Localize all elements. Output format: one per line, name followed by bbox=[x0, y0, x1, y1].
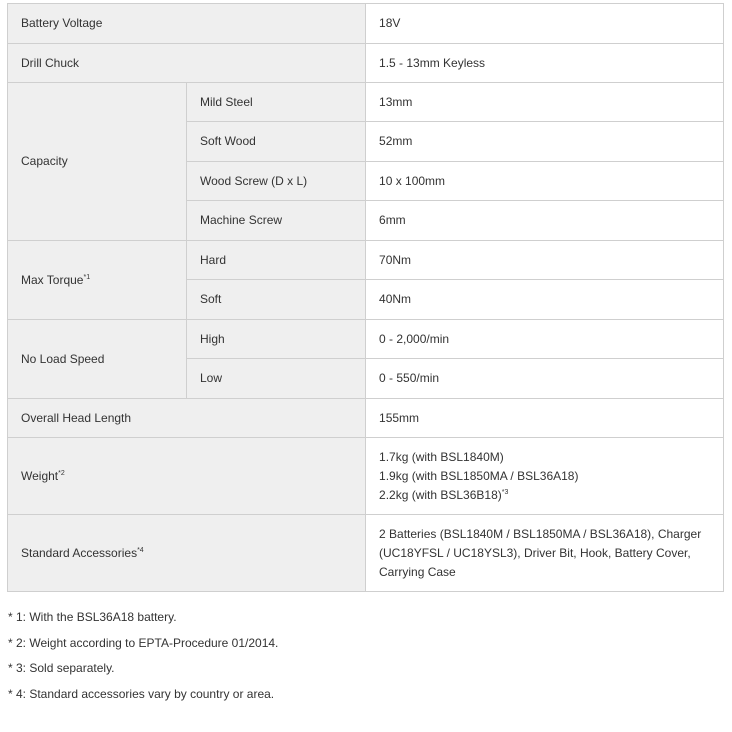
value-standard-accessories: 2 Batteries (BSL1840M / BSL1850MA / BSL36A18), Charger (UC18YFSL / UC18YSL3), Driver Bit, Hook, Battery Cover, Carrying Case bbox=[366, 515, 724, 592]
sub-machine-screw: Machine Screw bbox=[187, 201, 366, 241]
weight-label: Weight bbox=[21, 468, 59, 483]
value-mild-steel: 13mm bbox=[366, 83, 724, 122]
footnote: * 2: Weight according to EPTA-Procedure 01/2014. bbox=[8, 635, 279, 650]
footnote-mark: *3 bbox=[501, 488, 509, 496]
value-high: 0 - 2,000/min bbox=[366, 320, 724, 359]
max-torque-label: Max Torque bbox=[21, 272, 84, 287]
sub-soft-wood: Soft Wood bbox=[187, 122, 366, 162]
weight-line: 1.9kg (with BSL1850MA / BSL36A18) bbox=[379, 468, 579, 483]
footnotes bbox=[8, 608, 724, 710]
value-soft-wood: 52mm bbox=[366, 122, 724, 162]
value-hard: 70Nm bbox=[366, 241, 724, 280]
spec-table bbox=[7, 3, 724, 592]
footnote: * 1: With the BSL36A18 battery. bbox=[8, 610, 177, 624]
weight-line bbox=[379, 486, 710, 505]
label-battery-voltage: Battery Voltage bbox=[8, 4, 366, 44]
label-overall-head-length: Overall Head Length bbox=[8, 399, 366, 438]
label-standard-accessories bbox=[8, 515, 366, 592]
table-row bbox=[8, 4, 724, 44]
sub-low: Low bbox=[187, 359, 366, 399]
sub-wood-screw: Wood Screw (D x L) bbox=[187, 162, 366, 201]
footnote-mark: *4 bbox=[137, 546, 144, 554]
standard-accessories-label: Standard Accessories bbox=[21, 545, 138, 560]
table-row bbox=[8, 515, 724, 592]
sub-soft: Soft bbox=[187, 280, 366, 320]
footnote: * 4: Standard accessories vary by country or area. bbox=[8, 686, 275, 701]
table-row bbox=[8, 44, 724, 83]
value-soft: 40Nm bbox=[366, 280, 724, 320]
value-overall-head-length: 155mm bbox=[366, 399, 724, 438]
table-row bbox=[8, 241, 724, 280]
weight-line: 1.7kg (with BSL1840M) bbox=[379, 449, 504, 464]
value-low: 0 - 550/min bbox=[366, 359, 724, 399]
sub-mild-steel: Mild Steel bbox=[187, 83, 366, 122]
value-wood-screw: 10 x 100mm bbox=[366, 162, 724, 201]
footnote: * 3: Sold separately. bbox=[8, 661, 115, 675]
footnote-mark: *2 bbox=[58, 469, 65, 477]
table-row bbox=[8, 83, 724, 122]
value-battery-voltage: 18V bbox=[366, 4, 724, 44]
table-row bbox=[8, 399, 724, 438]
value-machine-screw: 6mm bbox=[366, 201, 724, 241]
table-row bbox=[8, 438, 724, 515]
footnote-mark: *1 bbox=[83, 273, 91, 281]
weight-line-text: 2.2kg (with BSL36B18) bbox=[379, 487, 502, 502]
label-no-load-speed: No Load Speed bbox=[8, 320, 187, 399]
value-drill-chuck: 1.5 - 13mm Keyless bbox=[366, 44, 724, 83]
value-weight bbox=[366, 438, 724, 515]
label-drill-chuck: Drill Chuck bbox=[8, 44, 366, 83]
label-max-torque bbox=[8, 241, 187, 320]
sub-hard: Hard bbox=[187, 241, 366, 280]
table-row bbox=[8, 320, 724, 359]
sub-high: High bbox=[187, 320, 366, 359]
label-weight bbox=[8, 438, 366, 515]
label-capacity: Capacity bbox=[8, 83, 187, 241]
